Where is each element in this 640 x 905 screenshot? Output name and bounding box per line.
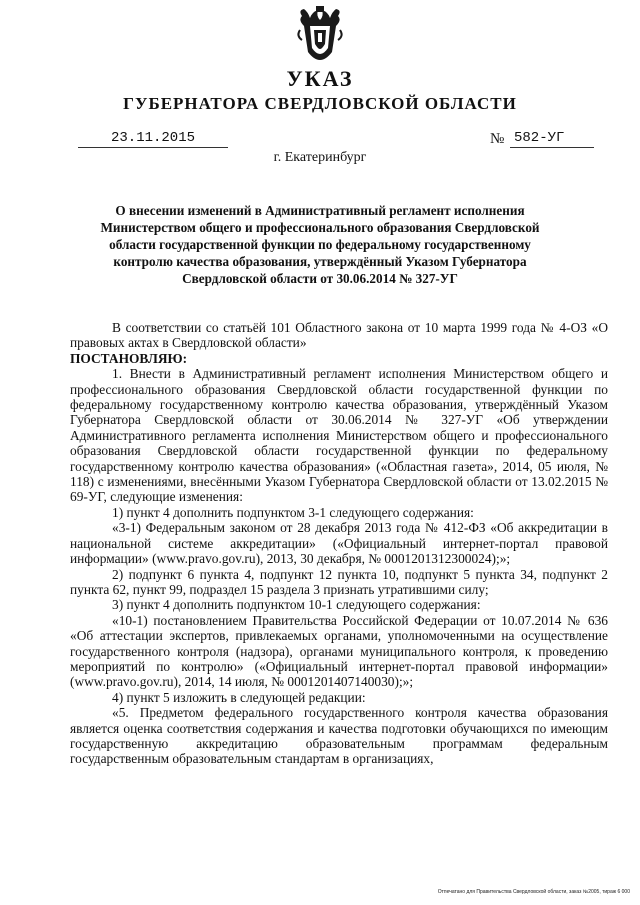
paragraph-1: 1. Внести в Административный регламент исполнения Министерством общего и профессионального образования Свердловской области государственной функции по федеральному государственному контролю качества образования, утверждённый Указом Губернатора Свердловской области от 30.06.2014 № 327-УГ «Об утверждении Административного регламента исполнения Министерством общего и профессионального образования Свердловской области государственной функции по федеральному государственному контролю качества образования» («Областная газета», 2014, 05 июля, № 118) с изменениями, внесёнными Указом Губернатора Свердловской области от 13.02.2015 № 69-УГ, следующие изменения: bbox=[70, 366, 608, 505]
subparagraph-4: 4) пункт 5 изложить в следующей редакции: bbox=[112, 689, 366, 705]
intro-paragraph: В соответствии со статьёй 101 Областного закона от 10 марта 1999 года № 4-ОЗ «О правовых актах в Свердловской области» bbox=[70, 320, 608, 351]
subparagraph-3: 3) пункт 4 дополнить подпунктом 10-1 следующего содержания: bbox=[112, 597, 481, 613]
number-sign: № bbox=[490, 131, 505, 147]
decree-number: 582-УГ bbox=[510, 130, 594, 148]
decree-date: 23.11.2015 bbox=[78, 130, 228, 148]
subparagraph-4-quote: «5. Предметом федерального государственного контроля качества образования является оценка соответствия содержания и качества подготовки обучающихся по имеющим государственную аккредитацию образовательным программам федеральным государственным образовательным стандартам в организациях, bbox=[70, 705, 608, 767]
subparagraph-1-quote: «3-1) Федеральным законом от 28 декабря 2013 года № 412-ФЗ «Об аккредитации в национальной системе аккредитации» («Официальный интернет-портал правовой информации» (www.pravo.gov.ru), 2013, 30 декабря, № 0001201312300024);»; bbox=[70, 520, 608, 567]
coat-of-arms-icon bbox=[296, 6, 344, 62]
subparagraph-2: 2) подпункт 6 пункта 4, подпункт 12 пункта 10, подпункт 5 пункта 34, подпункт 2 пункта 62, пункт 99, подраздел 15 раздела 3 признать утратившими силу; bbox=[70, 566, 608, 597]
decree-heading: УКАЗ bbox=[286, 66, 354, 91]
print-footer: Отпечатано для Правительства Свердловской области, заказ №2005, тираж 6 000 bbox=[437, 889, 630, 895]
subparagraph-3-quote: «10-1) постановлением Правительства Российской Федерации от 10.07.2014 № 636 «Об аттестации экспертов, привлекаемых органами, уполномоченными на осуществление государственного контроля (надзора), органами муниципального контроля, к проведению мероприятий по контролю» («Официальный интернет-портал правовой информации» (www.pravo.gov.ru), 2014, 14 июля, № 0001201407140030);»; bbox=[70, 612, 608, 690]
document-title: О внесении изменений в Административный регламент исполнения Министерством общего и профессионального образования Свердловской области государственной функции по федеральному государственному контролю качества образования, утверждённый Указом Губернатора Свердловской области от 30.06.2014 № 327-УГ bbox=[100, 203, 540, 286]
issuer-heading: ГУБЕРНАТОРА СВЕРДЛОВСКОЙ ОБЛАСТИ bbox=[123, 94, 517, 113]
resolve-heading: ПОСТАНОВЛЯЮ: bbox=[70, 350, 188, 366]
document-body bbox=[70, 320, 608, 767]
city: г. Екатеринбург bbox=[273, 150, 367, 165]
subparagraph-1: 1) пункт 4 дополнить подпунктом 3-1 следующего содержания: bbox=[112, 504, 474, 520]
